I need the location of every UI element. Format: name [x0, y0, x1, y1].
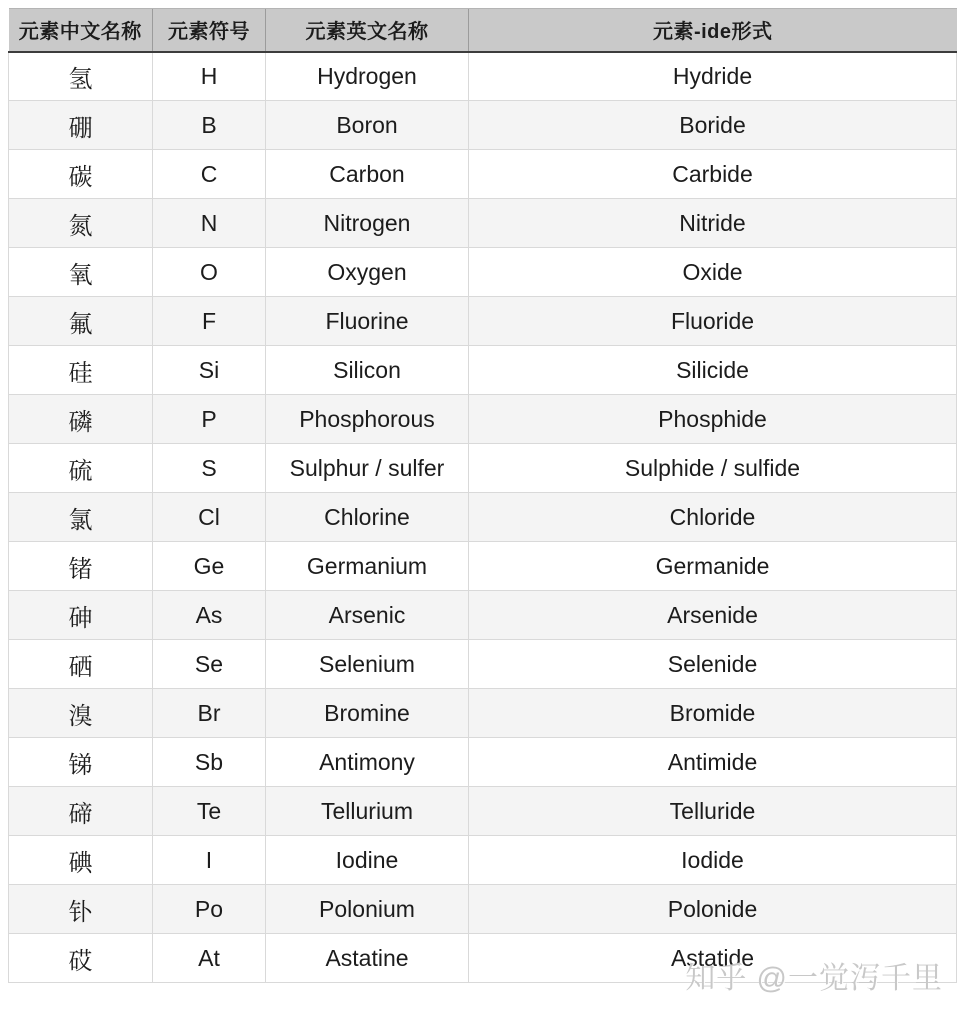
- cell-chinese-name: 氮: [9, 199, 153, 248]
- cell-ide-form: Sulphide / sulfide: [469, 444, 957, 493]
- cell-english-name: Polonium: [266, 885, 469, 934]
- table-row: [9, 689, 957, 738]
- cell-symbol: F: [153, 297, 266, 346]
- table-row: [9, 836, 957, 885]
- table-row: [9, 591, 957, 640]
- cell-english-name: Hydrogen: [266, 52, 469, 101]
- cell-symbol: Ge: [153, 542, 266, 591]
- cell-symbol: Cl: [153, 493, 266, 542]
- cell-ide-form: Nitride: [469, 199, 957, 248]
- table-body: [9, 52, 957, 983]
- cell-english-name: Boron: [266, 101, 469, 150]
- cell-symbol: H: [153, 52, 266, 101]
- table-row: [9, 52, 957, 101]
- cell-chinese-name: 硒: [9, 640, 153, 689]
- cell-chinese-name: 磷: [9, 395, 153, 444]
- cell-chinese-name: 碲: [9, 787, 153, 836]
- cell-chinese-name: 锗: [9, 542, 153, 591]
- cell-chinese-name: 碘: [9, 836, 153, 885]
- cell-chinese-name: 硫: [9, 444, 153, 493]
- table-row: [9, 444, 957, 493]
- cell-ide-form: Arsenide: [469, 591, 957, 640]
- cell-chinese-name: 氧: [9, 248, 153, 297]
- table-row: [9, 395, 957, 444]
- cell-ide-form: Bromide: [469, 689, 957, 738]
- cell-english-name: Iodine: [266, 836, 469, 885]
- cell-english-name: Sulphur / sulfer: [266, 444, 469, 493]
- cell-chinese-name: 锑: [9, 738, 153, 787]
- cell-chinese-name: 硼: [9, 101, 153, 150]
- cell-english-name: Tellurium: [266, 787, 469, 836]
- table-row: [9, 101, 957, 150]
- table-row: [9, 150, 957, 199]
- cell-english-name: Arsenic: [266, 591, 469, 640]
- table-row: [9, 542, 957, 591]
- elements-table: [8, 8, 957, 983]
- cell-chinese-name: 溴: [9, 689, 153, 738]
- cell-english-name: Fluorine: [266, 297, 469, 346]
- cell-chinese-name: 氢: [9, 52, 153, 101]
- cell-symbol: B: [153, 101, 266, 150]
- cell-ide-form: Germanide: [469, 542, 957, 591]
- cell-ide-form: Carbide: [469, 150, 957, 199]
- cell-english-name: Oxygen: [266, 248, 469, 297]
- cell-chinese-name: 砷: [9, 591, 153, 640]
- cell-symbol: S: [153, 444, 266, 493]
- cell-ide-form: Astatide: [469, 934, 957, 983]
- cell-english-name: Silicon: [266, 346, 469, 395]
- cell-symbol: As: [153, 591, 266, 640]
- table-row: [9, 346, 957, 395]
- cell-symbol: Te: [153, 787, 266, 836]
- cell-ide-form: Fluoride: [469, 297, 957, 346]
- cell-ide-form: Antimide: [469, 738, 957, 787]
- cell-english-name: Carbon: [266, 150, 469, 199]
- header-symbol: 元素符号: [153, 9, 266, 52]
- cell-ide-form: Iodide: [469, 836, 957, 885]
- table-row: [9, 199, 957, 248]
- zhihu-watermark: 知乎 @一觉泻千里: [685, 962, 943, 995]
- cell-ide-form: Polonide: [469, 885, 957, 934]
- cell-ide-form: Selenide: [469, 640, 957, 689]
- cell-chinese-name: 钋: [9, 885, 153, 934]
- cell-english-name: Chlorine: [266, 493, 469, 542]
- cell-chinese-name: 硅: [9, 346, 153, 395]
- table-row: [9, 885, 957, 934]
- table-header: [9, 9, 957, 52]
- cell-english-name: Bromine: [266, 689, 469, 738]
- table-row: [9, 248, 957, 297]
- table-row: [9, 787, 957, 836]
- header-english-name: 元素英文名称: [266, 9, 469, 52]
- cell-ide-form: Oxide: [469, 248, 957, 297]
- table-row: [9, 738, 957, 787]
- cell-symbol: O: [153, 248, 266, 297]
- cell-symbol: Po: [153, 885, 266, 934]
- cell-english-name: Nitrogen: [266, 199, 469, 248]
- cell-chinese-name: 氟: [9, 297, 153, 346]
- table-row: [9, 493, 957, 542]
- cell-symbol: N: [153, 199, 266, 248]
- cell-ide-form: Silicide: [469, 346, 957, 395]
- cell-symbol: Se: [153, 640, 266, 689]
- cell-symbol: Sb: [153, 738, 266, 787]
- cell-english-name: Astatine: [266, 934, 469, 983]
- cell-symbol: C: [153, 150, 266, 199]
- cell-english-name: Germanium: [266, 542, 469, 591]
- cell-symbol: Si: [153, 346, 266, 395]
- cell-symbol: I: [153, 836, 266, 885]
- cell-ide-form: Hydride: [469, 52, 957, 101]
- cell-symbol: P: [153, 395, 266, 444]
- cell-ide-form: Phosphide: [469, 395, 957, 444]
- cell-chinese-name: 砹: [9, 934, 153, 983]
- header-row: [9, 9, 957, 52]
- table-row: [9, 934, 957, 983]
- cell-chinese-name: 碳: [9, 150, 153, 199]
- cell-symbol: Br: [153, 689, 266, 738]
- table-row: [9, 297, 957, 346]
- header-ide-form: 元素-ide形式: [469, 9, 957, 52]
- cell-chinese-name: 氯: [9, 493, 153, 542]
- table-row: [9, 640, 957, 689]
- cell-english-name: Antimony: [266, 738, 469, 787]
- cell-english-name: Selenium: [266, 640, 469, 689]
- cell-english-name: Phosphorous: [266, 395, 469, 444]
- cell-symbol: At: [153, 934, 266, 983]
- cell-ide-form: Boride: [469, 101, 957, 150]
- cell-ide-form: Chloride: [469, 493, 957, 542]
- header-chinese-name: 元素中文名称: [9, 9, 153, 52]
- cell-ide-form: Telluride: [469, 787, 957, 836]
